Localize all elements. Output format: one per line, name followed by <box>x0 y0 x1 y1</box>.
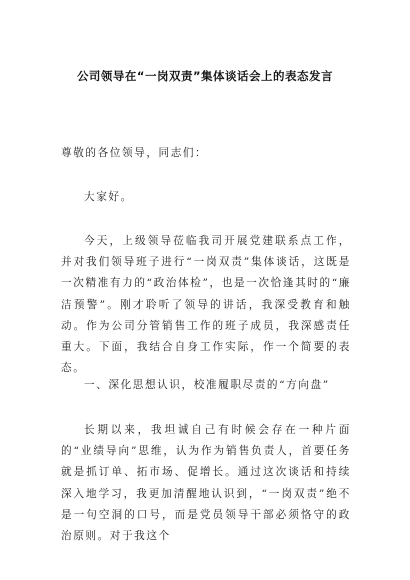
section-heading: 一、深化思想认识，校准履职尽责的“方向盘” <box>84 379 330 391</box>
salutation: 尊敬的各位领导，同志们： <box>61 147 208 159</box>
body-paragraph: 长期以来，我坦诚自己有时候会存在一种片面的“业绩导向”思维，认为作为销售负责人，首要任务就是抓订单、拓市场、促增长。通过这次谈话和持续深入地学习，我更加清醒地认识到，“一岗双责”绝不是一句空洞的口号，而是党员领导干部必须恪守的政治原则。对于我这个 <box>61 424 351 543</box>
body-paragraph: 今天，上级领导莅临我司开展党建联系点工作，并对我们领导班子进行“一岗双责”集体谈话，这既是一次精准有力的“政治体检”，也是一次恰逢其时的“廉洁预警”。刚才聆听了领导的讲话，我深受教育和触动。作为公司分管销售工作的班子成员，我深感责任重大。下面，我结合自身工作实际，作一个简要的表态。 <box>61 235 351 375</box>
greeting: 大家好。 <box>84 191 133 203</box>
document-title: 公司领导在“一岗双责”集体谈话会上的表态发言 <box>76 69 334 83</box>
